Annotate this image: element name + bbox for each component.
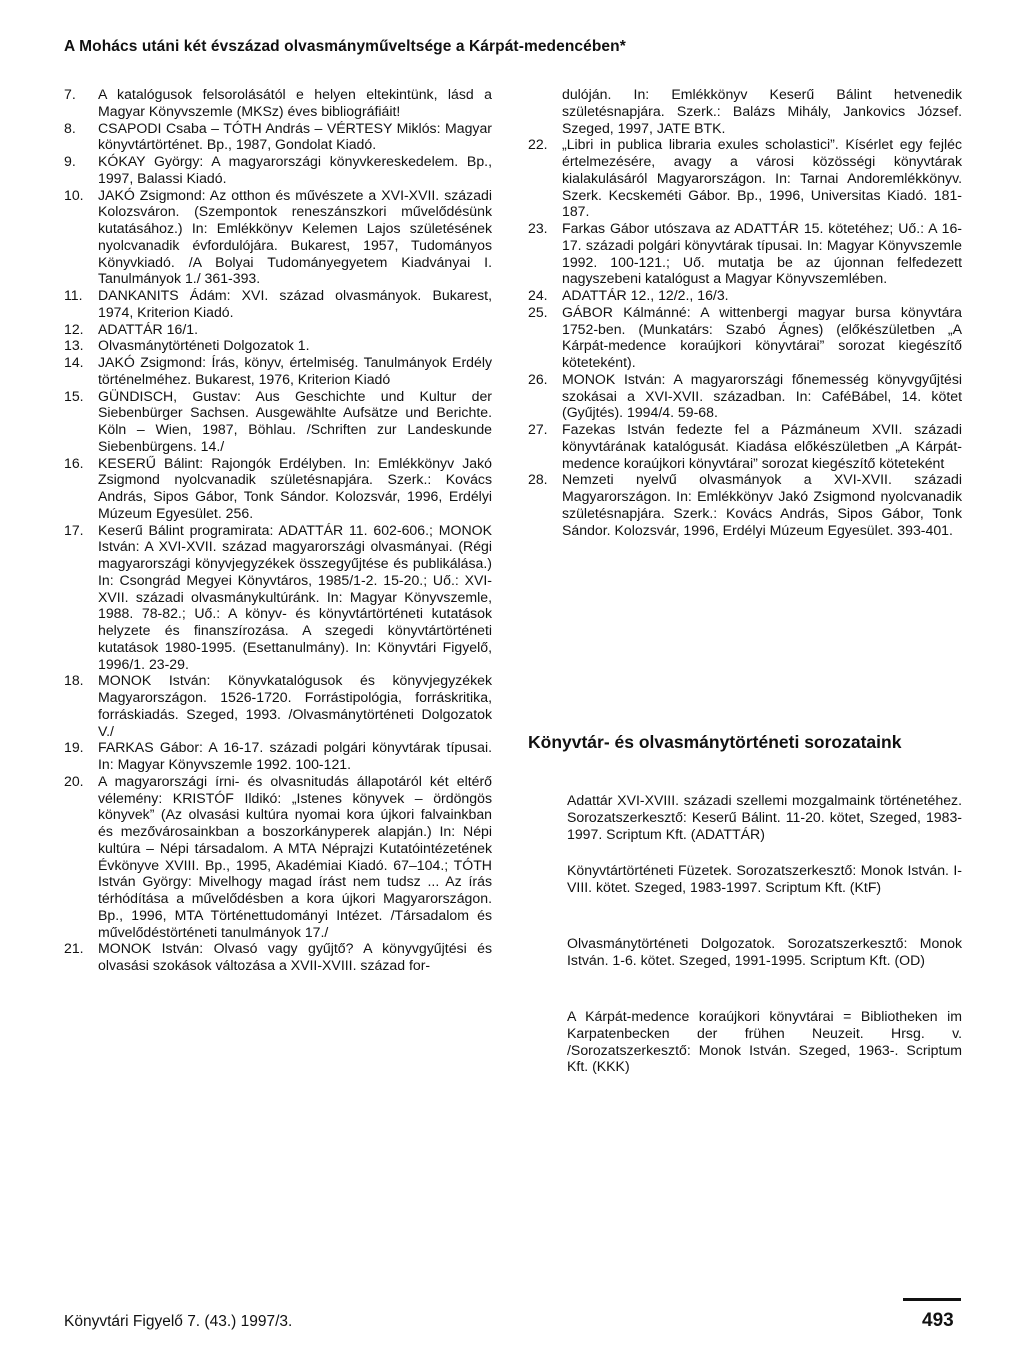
page-number-rule [903, 1298, 961, 1301]
note-number: 26. [528, 370, 548, 387]
note-text: GÁBOR Kálmánné: A wittenbergi magyar bursa könyvtára 1752-ben. (Munkatárs: Szabó Ágnes) (előkészületben „A Kárpát-medence koraújkori könyvtárai” sorozat kiegészítő köteteként). [562, 303, 962, 370]
note-number: 17. [64, 521, 84, 538]
note-text: KESERŰ Bálint: Rajongók Erdélyben. In: Emlékkönyv Jakó Zsigmond nyolcvanadik születésnapjára. Szerk.: Kovács András, Sipos Gábor, Tonk Sándor. Kolozsvár, 1996, Erdélyi Múzeum Egyesület. 256. [98, 454, 492, 521]
note-text: Olvasmánytörténeti Dolgozatok 1. [98, 337, 310, 354]
note-text: A magyarországi írni- és olvasnitudás állapotáról két eltérő vélemény: KRISTÓF Ildikó: „Istenes könyvek – ördöngös könyvek” (Az olvasási kultúra nyomai kora újkori falvainkban és mezővárosainkban a boszorkányperek alapján.) In: Népi kultúra – Népi társadalom. A MTA Néprajzi Kutatóintézetének Évkönyve XVIII. Bp., 1995, Akadémiai Kiadó. 67–104.; TÓTH István György: Mivelhogy magad írást nem tudsz ... Az írás térhódítása a művelődésben a kora újkori Magyarországon. Bp., 1996, MTA Történettudományi Intézet. /Társadalom és művelődéstörténeti tanulmányok 17./ [98, 772, 492, 940]
note-number: 20. [64, 772, 84, 789]
notes-right-column [528, 86, 962, 538]
note-text: JAKÓ Zsigmond: Az otthon és művészete a XVI-XVII. századi Kolozsváron. (Szempontok reneszánszkori művelődésünk kutatásához.) In: Emlékkönyv Kelemen Lajos születésének nyolcvanadik évfordulójára. Bukarest, 1957, Tudományos Könyvkiadó. /A Bolyai Tudományegyetem Kiadványai I. Tanulmányok 1./ 361-393. [98, 186, 492, 287]
note-number: 14. [64, 354, 84, 370]
note-number: 12. [64, 320, 84, 337]
note-16 [64, 455, 492, 522]
note-19 [64, 739, 492, 773]
notes-left-column [64, 86, 492, 974]
series-entry-od: Olvasmánytörténeti Dolgozatok. Sorozatszerkesztő: Monok István. 1-6. kötet. Szeged, 1991-1995. Scriptum Kft. (OD) [567, 935, 962, 968]
note-number: 18. [64, 672, 84, 689]
note-number: 15. [64, 387, 84, 404]
running-header: A Mohács utáni két évszázad olvasmányműveltsége a Kárpát-medencében* [64, 38, 626, 55]
note-text: ADATTÁR 12., 12/2., 16/3. [562, 287, 729, 303]
note-text: GÜNDISCH, Gustav: Aus Geschichte und Kultur der Siebenbürger Sachsen. Ausgewählte Aufsätze und Berichte. Köln – Wien, 1987, Böhlau. /Schriften zur Landeskunde Siebenbürgens. 14./ [98, 387, 492, 454]
section-heading: Könyvtár- és olvasmánytörténeti sorozataink [528, 732, 902, 752]
series-entry-adattar: Adattár XVI-XVIII. századi szellemi mozgalmaink történetéhez. Sorozatszerkesztő: Keserű Bálint. 11-20. kötet, Szeged, 1983-1997. Scriptum Kft. (ADATTÁR) [567, 792, 962, 842]
footer-journal: Könyvtári Figyelő 7. (43.) 1997/3. [64, 1313, 293, 1330]
note-text: FARKAS Gábor: A 16-17. századi polgári könyvtárak típusai. In: Magyar Könyvszemle 1992. 100-121. [98, 739, 492, 772]
note-17 [64, 522, 492, 673]
note-number: 9. [64, 153, 76, 169]
note-text: dulóján. In: Emlékkönyv Keserű Bálint hetvenedik születésnapjára. Szerk.: Balázs Mihály, Jankovics József. Szeged, 1997, JATE BTK. [562, 86, 962, 136]
note-26 [528, 371, 962, 421]
note-text: JAKÓ Zsigmond: Írás, könyv, értelmiség. Tanulmányok Erdély történelméhez. Bukarest, 1976, Kriterion Kiadó [98, 354, 492, 387]
note-text: MONOK István: Olvasó vagy gyűjtő? A könyvgyűjtési és olvasási szokások változása a XVII-XVIII. század for- [98, 940, 492, 973]
note-text: „Libri in publica libraria exules scholastici”. Kísérlet egy fejléc értelmezésére, avagy a városi közösségi könyvtárak kialakulásáról Magyarországon. In: Tarnai Andoremlékkönyv. Szerk. Kecskeméti Gábor. Bp., 1996, Universitas Kiadó. 181-187. [562, 136, 962, 220]
note-number: 8. [64, 119, 76, 136]
note-10 [64, 187, 492, 288]
note-text: Farkas Gábor utószava az ADATTÁR 15. kötetéhez; Uő.: A 16-17. századi polgári könyvtárak típusai. In: Magyar Könyvszemle 1992. 100-121.; Uő. mutatja be az újonnan felfedezett nagyszebeni katalógust a Magyar Könyvszemlében. [562, 220, 962, 287]
note-number: 25. [528, 303, 548, 320]
note-25 [528, 304, 962, 371]
note-24 [528, 287, 962, 304]
note-20 [64, 773, 492, 941]
note-8 [64, 120, 492, 154]
note-15 [64, 388, 492, 455]
note-number: 27. [528, 421, 548, 437]
note-number: 11. [64, 287, 83, 303]
note-27 [528, 421, 962, 471]
note-7 [64, 86, 492, 120]
note-text: Keserű Bálint programirata: ADATTÁR 11. 602-606.; MONOK István: A XVI-XVII. század magyarországi olvasmányai. (Régi magyarországi könyvjegyzékek összegyűjtése és publikálása.) In: Csongrád Megyei Könyvtáros, 1985/1-2. 15-20.; Uő.: XVI-XVII. századi olvasmánykultúránk. In: Magyar Könyvszemle, 1988. 78-82.; Uő.: A könyv- és könyvtártörténeti kutatások helyzete és finanszírozása. A szegedi könyvtártörténeti kutatások 1980-1995. (Esettanulmány). In: Könyvtári Figyelő, 1996/1. 23-29. [98, 521, 492, 672]
note-21-continuation [528, 86, 962, 136]
note-text: MONOK István: Könyvkatalógusok és könyvjegyzékek Magyarországon. 1526-1720. Forrástipológia, forráskritika, forráskiadás. Szeged, 1993. /Olvasmánytörténeti Dolgozatok V./ [98, 672, 492, 739]
note-text: A katalógusok felsorolásától e helyen eltekintünk, lásd a Magyar Könyvszemle (MKSz) éves bibliográfiáit! [98, 86, 492, 119]
note-number: 19. [64, 739, 84, 756]
note-text: Nemzeti nyelvű olvasmányok a XVI-XVII. századi Magyarországon. In: Emlékkönyv Jakó Zsigmond nyolcvanadik születésnapjára. Szerk.: Kovács András, Sipos Gábor, Tonk Sándor. Kolozsvár, 1996, Erdélyi Múzeum Egyesület. 393-401. [562, 471, 962, 538]
note-21 [64, 940, 492, 974]
note-28 [528, 471, 962, 538]
note-text: KÓKAY György: A magyarországi könyvkereskedelem. Bp., 1997, Balassi Kiadó. [98, 153, 492, 186]
note-number: 16. [64, 454, 84, 471]
note-number: 22. [528, 136, 548, 153]
note-13 [64, 337, 492, 354]
note-number: 21. [64, 940, 84, 957]
note-number: 13. [64, 337, 84, 354]
note-number: 28. [528, 471, 548, 488]
note-number: 7. [64, 86, 76, 102]
series-entry-ktf: Könyvtártörténeti Füzetek. Sorozatszerkesztő: Monok István. I-VIII. kötet. Szeged, 1983-1997. Scriptum Kft. (KtF) [567, 862, 962, 895]
note-12 [64, 321, 492, 338]
note-text: DANKANITS Ádám: XVI. század olvasmányok. Bukarest, 1974, Kriterion Kiadó. [98, 287, 492, 320]
note-text: Fazekas István fedezte fel a Pázmáneum XVII. századi könyvtárának katalógusát. Kiadása előkészületben „A Kárpát-medence koraújkori könyvtárai” sorozat kiegészítő köteteként [562, 421, 962, 471]
note-text: CSAPODI Csaba – TÓTH András – VÉRTESY Miklós: Magyar könyvtártörténet. Bp., 1987, Gondolat Kiadó. [98, 119, 492, 153]
page-number: 493 [922, 1310, 954, 1331]
note-number: 10. [64, 186, 84, 203]
note-number: 23. [528, 220, 548, 236]
note-23 [528, 220, 962, 287]
note-22 [528, 136, 962, 220]
note-11 [64, 287, 492, 321]
note-14 [64, 354, 492, 388]
note-18 [64, 672, 492, 739]
note-number: 24. [528, 287, 548, 303]
note-text: MONOK István: A magyarországi főnemesség könyvgyűjtési szokásai a XVI-XVII. században. In: CaféBábel, 14. kötet (Gyűjtés). 1994/4. 59-68. [562, 370, 962, 421]
note-text: ADATTÁR 16/1. [98, 320, 198, 337]
series-entry-kkk: A Kárpát-medence koraújkori könyvtárai = Bibliotheken im Karpatenbecken der frühen Neuzeit. Hrsg. v. /Sorozatszerkesztő: Monok István. Szeged, 1963-. Scriptum Kft. (KKK) [567, 1008, 962, 1075]
note-9 [64, 153, 492, 187]
